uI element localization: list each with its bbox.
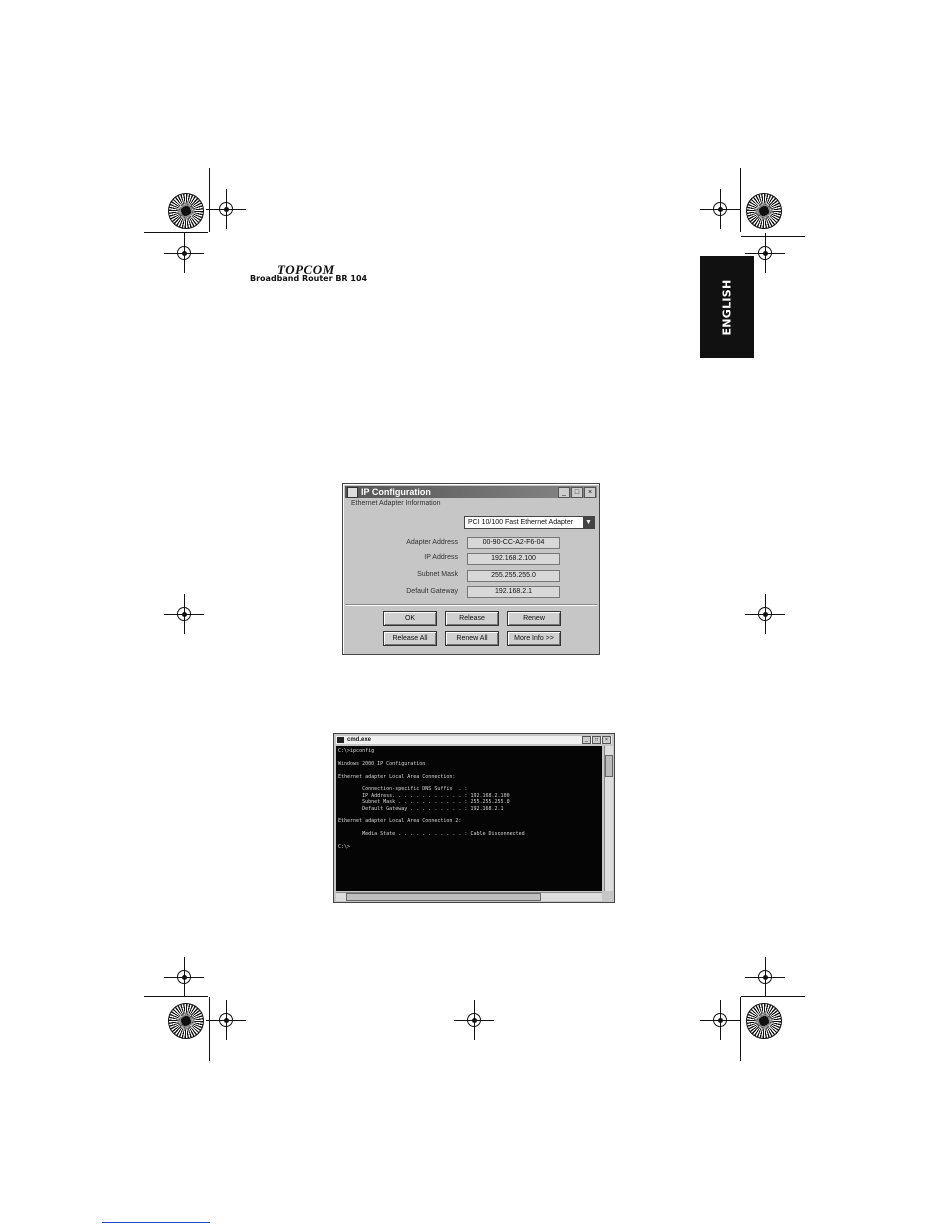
command-prompt-window xyxy=(333,733,615,903)
scroll-thumb[interactable] xyxy=(346,893,541,901)
minimize-icon[interactable]: _ xyxy=(582,736,591,744)
language-tab-label: ENGLISH xyxy=(720,278,734,336)
renew-button[interactable]: Renew xyxy=(507,611,561,626)
product-name: Broadband Router BR 104 xyxy=(250,274,368,283)
console-icon xyxy=(337,737,344,743)
console-line: Windows 2000 IP Configuration xyxy=(338,760,426,767)
window-title: IP Configuration xyxy=(361,487,431,497)
console-line: C:\> xyxy=(338,844,351,851)
divider xyxy=(345,604,597,605)
console-line: Media State . . . . . . . . . . . : Cable Disconnected xyxy=(338,831,525,838)
adapter-select[interactable] xyxy=(464,516,595,529)
console-line: IP Address. . . . . . . . . . . . : 192.168.2.100 xyxy=(338,792,510,799)
release-button[interactable]: Release xyxy=(445,611,499,626)
console-line: Ethernet adapter Local Area Connection: xyxy=(338,773,456,780)
horizontal-scrollbar[interactable] xyxy=(336,892,602,901)
adapter-address-value: 00-90-CC-A2-F6-04 xyxy=(467,537,560,549)
window-title: cmd.exe xyxy=(347,737,372,743)
window-titlebar[interactable] xyxy=(345,486,597,498)
window-titlebar[interactable] xyxy=(336,736,612,744)
console-output[interactable] xyxy=(336,746,602,891)
default-gateway-label: Default Gateway xyxy=(406,588,458,595)
brand-logo: TOPCOM xyxy=(277,262,335,277)
ip-address-label: IP Address xyxy=(424,554,458,561)
chevron-down-icon[interactable]: ▼ xyxy=(583,517,594,528)
subnet-mask-value: 255.255.255.0 xyxy=(467,570,560,582)
adapter-address-label: Adapter Address xyxy=(406,539,458,546)
ok-button[interactable]: OK xyxy=(383,611,437,626)
footer-rule xyxy=(102,1218,210,1223)
maximize-icon[interactable]: □ xyxy=(592,736,601,744)
registration-starburst xyxy=(746,193,782,229)
close-icon[interactable]: × xyxy=(602,736,611,744)
console-line: Connection-specific DNS Suffix . : xyxy=(338,786,468,793)
default-gateway-value: 192.168.2.1 xyxy=(467,586,560,598)
console-line: C:\>ipconfig xyxy=(338,748,375,754)
subnet-mask-label: Subnet Mask xyxy=(417,571,458,578)
group-label: Ethernet Adapter Information xyxy=(351,500,441,507)
minimize-icon[interactable]: _ xyxy=(558,487,570,498)
ip-address-value: 192.168.2.100 xyxy=(467,553,560,565)
release-all-button[interactable]: Release All xyxy=(383,631,437,646)
vertical-scrollbar[interactable] xyxy=(604,746,613,891)
close-icon[interactable]: × xyxy=(584,487,596,498)
language-tab xyxy=(700,256,754,358)
registration-starburst xyxy=(168,193,204,229)
registration-starburst xyxy=(168,1003,204,1039)
more-info-button[interactable]: More Info >> xyxy=(507,631,561,646)
renew-all-button[interactable]: Renew All xyxy=(445,631,499,646)
ip-configuration-window xyxy=(342,483,600,655)
console-line: Subnet Mask . . . . . . . . . . . : 255.255.255.0 xyxy=(338,799,510,806)
scroll-thumb[interactable] xyxy=(605,755,613,777)
maximize-icon[interactable]: □ xyxy=(571,487,583,498)
console-line: Ethernet adapter Local Area Connection 2: xyxy=(338,818,462,825)
app-icon xyxy=(347,487,358,498)
console-line: Default Gateway . . . . . . . . . : 192.168.2.1 xyxy=(338,805,504,812)
registration-starburst xyxy=(746,1003,782,1039)
adapter-select-value: PCI 10/100 Fast Ethernet Adapter xyxy=(468,519,574,526)
